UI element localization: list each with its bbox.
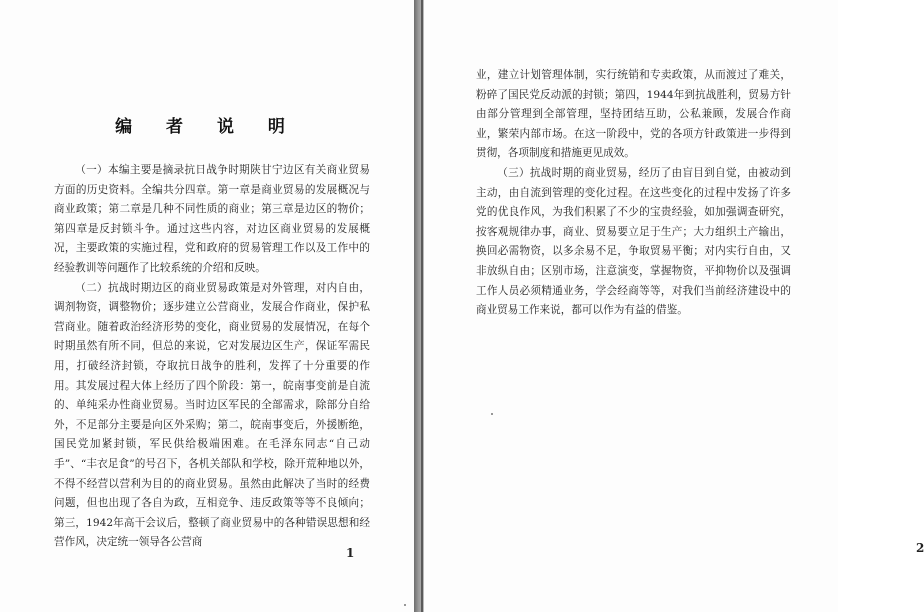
paragraph-three: （三）抗战时期的商业贸易，经历了由盲目到自觉，由被动到主动，由自流到管理的变化过程。在这些变化的过程中发扬了许多党的优良作风，为我们积累了不少的宝贵经验，如加强调查研究，按客观规律办事，商业、贸易要立足于生产；大力组织土产输出，换回必需物资，以多余易不足，争取贸易平衡；对内实行自由，又非放纵自由；区别市场，注意演变，掌握物资，平抑物价以及强调工作人员必须精通业务，学会经商等等，对我们当前经济建设中的商业贸易工作来说，都可以作为有益的借鉴。 [476,166,791,317]
left-text-block [54,161,370,553]
paragraph-one: （一）本编主要是摘录抗日战争时期陕甘宁边区有关商业贸易方面的历史资料。全编共分四章。第一章是商业贸易的发展概况与商业政策；第二章是几种不同性质的商业；第三章是边区的物价；第四章是反封锁斗争。通过这些内容，对边区商业贸易的发展概况，主要政策的实施过程，党和政府的贸易管理工作以及工作中的经验教训等问题作了比较系统的介绍和反映。 [54,164,370,274]
paragraph-two: （二）抗战时期边区的商业贸易政策是对外管理，对内自由，调剂物资，调整物价；逐步建立公营商业，发展合作商业，保护私营商业。随着政治经济形势的变化，商业贸易的发展情况，在每个时期虽然有所不同，但总的来说，它对发展边区生产，保证军需民用，打破经济封锁，夺取抗日战争的胜利，发挥了十分重要的作用。其发展过程大体上经历了四个阶段：第一，皖南事变前是自流的、单纯采办性商业贸易。当时边区军民的全部需求，除部分自给外，不足部分主要是向区外采购；第二，皖南事变后，外援断绝，国民党加紧封锁，军民供给极端困难。在毛泽东同志“自己动手”、“丰衣足食”的号召下，各机关部队和学校，除开荒种地以外，不得不经营以营利为目的的商业贸易。虽然由此解决了当时的经费问题，但也出现了各自为政，互相竞争、违反政策等等不良倾向；第三，1942年高干会议后，整顿了商业贸易中的各种错误思想和经营作风，决定统一领导各公营商 [54,281,370,549]
right-text-block [476,66,791,321]
paragraph-two-continued: 业，建立计划管理体制，实行统销和专卖政策，从而渡过了难关，粉碎了国民党反动派的封锁；第四，1944年到抗战胜利，贸易方针由部分管理到全部管理，坚持团结互助，公私兼顾，发展合作商业，繁荣内部市场。在这一阶段中，党的各项方针政策进一步得到贯彻，各项制度和措施更见成效。 [476,69,791,160]
page-number-right: 2 [916,541,924,555]
page-number-left: 1 [346,546,355,560]
gutter-shadow-line [421,0,423,612]
page-title: 编 者 说 明 [115,117,299,137]
left-page [0,0,414,612]
scan-speck [491,413,493,415]
scan-speck [404,604,406,606]
